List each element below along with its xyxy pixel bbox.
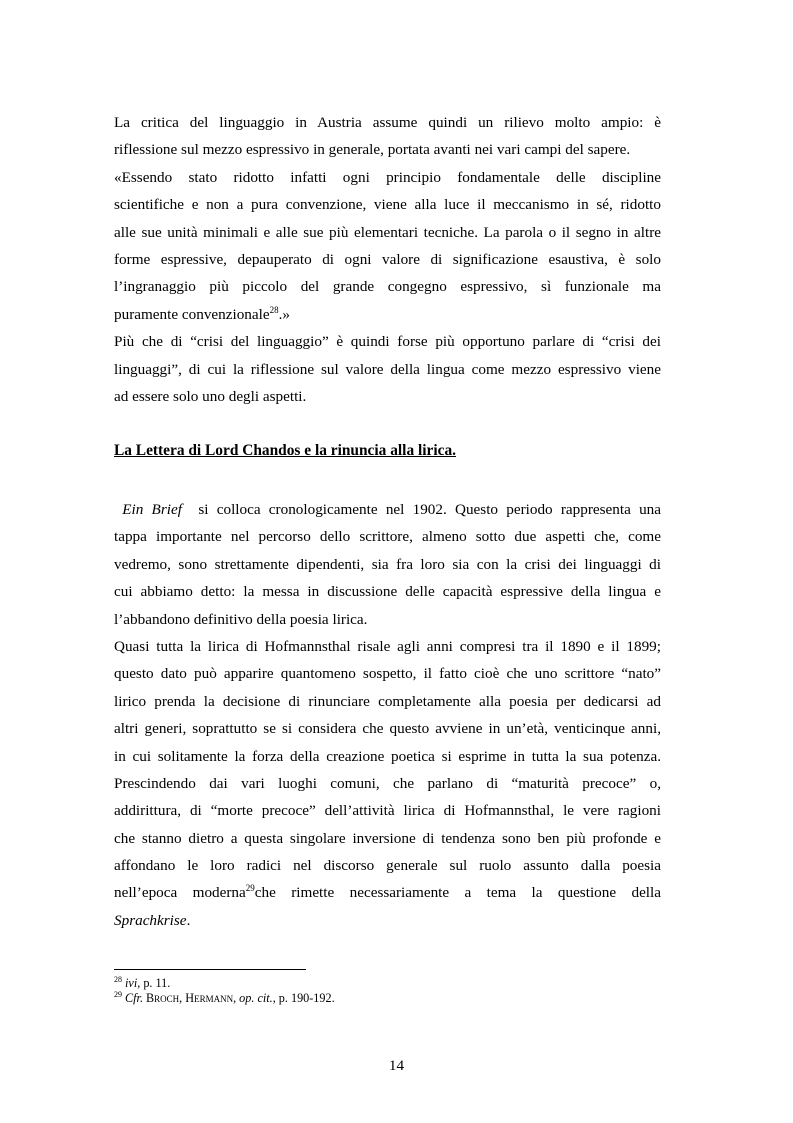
text-segment: si colloca cronologicamente nel 1902. Questo periodo rappresenta una	[198, 501, 661, 518]
quote-close: .»	[278, 305, 290, 323]
footnote-italic: Cfr.	[125, 991, 143, 1005]
text-line: Prescindendo dai vari luoghi comuni, che parlano di “maturità precoce” o,	[114, 774, 661, 792]
footnote-text: , p. 190-192.	[272, 991, 335, 1005]
text-line: linguaggi”, di cui la riflessione sul valore della lingua come mezzo espressivo viene	[114, 360, 661, 378]
quote-last-line	[114, 301, 661, 328]
text-line: che stanno dietro a questa singolare inversione di tendenza sono ben più profonde e	[114, 829, 661, 847]
text-line: vedremo, sono strettamente dipendenti, sia fra loro sia con la crisi dei linguaggi di	[114, 555, 661, 573]
work-title: Ein Brief	[122, 501, 182, 518]
text-line: l’abbandono definitivo della poesia lirica.	[114, 610, 368, 628]
text-line: riflessione sul mezzo espressivo in generale, portata avanti nei vari campi del sapere.	[114, 141, 631, 159]
text-line	[114, 879, 661, 906]
footnotes	[114, 976, 335, 1006]
period: .	[186, 911, 191, 929]
text-line: ad essere solo uno degli aspetti.	[114, 387, 307, 405]
footnote-italic: ivi	[125, 976, 138, 990]
footnote-ref-29[interactable]: 29	[245, 883, 255, 894]
text-line: altri generi, soprattutto se si considera che questo avviene in un’età, venticinque anni,	[114, 720, 661, 738]
text-line	[114, 907, 661, 934]
text-line: Più che di “crisi del linguaggio” è quindi forse più opportuno parlare di “crisi dei	[114, 333, 661, 351]
footnote-ref-28[interactable]: 28	[269, 304, 279, 315]
footnote-28	[114, 976, 335, 991]
text-line: addirittura, di “morte precoce” dell’attività lirica di Hofmannsthal, le vere ragioni	[114, 802, 661, 820]
section-heading: La Lettera di Lord Chandos e la rinuncia alla lirica.	[114, 442, 457, 459]
quote-line: l’ingranaggio più piccolo del grande congegno espressivo, sì funzionale ma	[114, 278, 661, 296]
text-line: Quasi tutta la lirica di Hofmannsthal risale agli anni compresi tra il 1890 e il 1899;	[114, 637, 661, 655]
quote-last-text: puramente convenzionale	[114, 305, 270, 323]
text-line: in cui solitamente la forza della creazione poetica si esprime in tutta la sua potenza.	[114, 747, 661, 765]
text-segment: che rimette necessariamente a tema la questione della	[254, 884, 661, 902]
footnote-sep: ,	[233, 991, 240, 1005]
intro-text-block	[114, 109, 661, 410]
text-line: affondano le loro radici nel discorso generale sul ruolo assunto dalla poesia	[114, 857, 661, 875]
footnote-number: 29	[114, 990, 122, 999]
footnote-29	[114, 991, 335, 1006]
quote-line: «Essendo stato ridotto infatti ogni principio fondamentale delle discipline	[114, 168, 661, 186]
main-text-block	[114, 496, 661, 934]
text-line: La critica del linguaggio in Austria assume quindi un rilievo molto ampio: è	[114, 114, 661, 131]
quote-line: alle sue unità minimali e alle sue più elementari tecniche. La parola o il segno in altre	[114, 223, 661, 241]
quote-line: scientifiche e non a pura convenzione, viene alla luce il meccanismo in sé, ridotto	[114, 196, 661, 214]
footnote-author: Broch, Hermann	[146, 991, 234, 1005]
text-line: tappa importante nel percorso dello scrittore, almeno sotto due aspetti che, come	[114, 528, 661, 546]
term-sprachkrise: Sprachkrise	[114, 911, 187, 929]
footnote-number: 28	[114, 975, 122, 984]
text-line	[114, 496, 661, 523]
footnote-text: , p. 11.	[137, 976, 171, 990]
text-line: questo dato può apparire quantomeno sospetto, il fatto cioè che uno scrittore “nato”	[114, 665, 661, 683]
page-number: 14	[388, 1057, 405, 1074]
text-line: lirico prenda la decisione di rinunciare completamente alla poesia per dedicarsi ad	[114, 692, 661, 710]
footnote-separator	[114, 969, 306, 970]
text-segment: nell’epoca moderna	[114, 884, 246, 902]
footnote-italic: op. cit.	[239, 991, 273, 1005]
quote-line: forme espressive, depauperato di ogni valore di significazione esaustiva, è solo	[114, 250, 661, 268]
text-line: cui abbiamo detto: la messa in discussione delle capacità espressive della lingua e	[114, 583, 661, 601]
